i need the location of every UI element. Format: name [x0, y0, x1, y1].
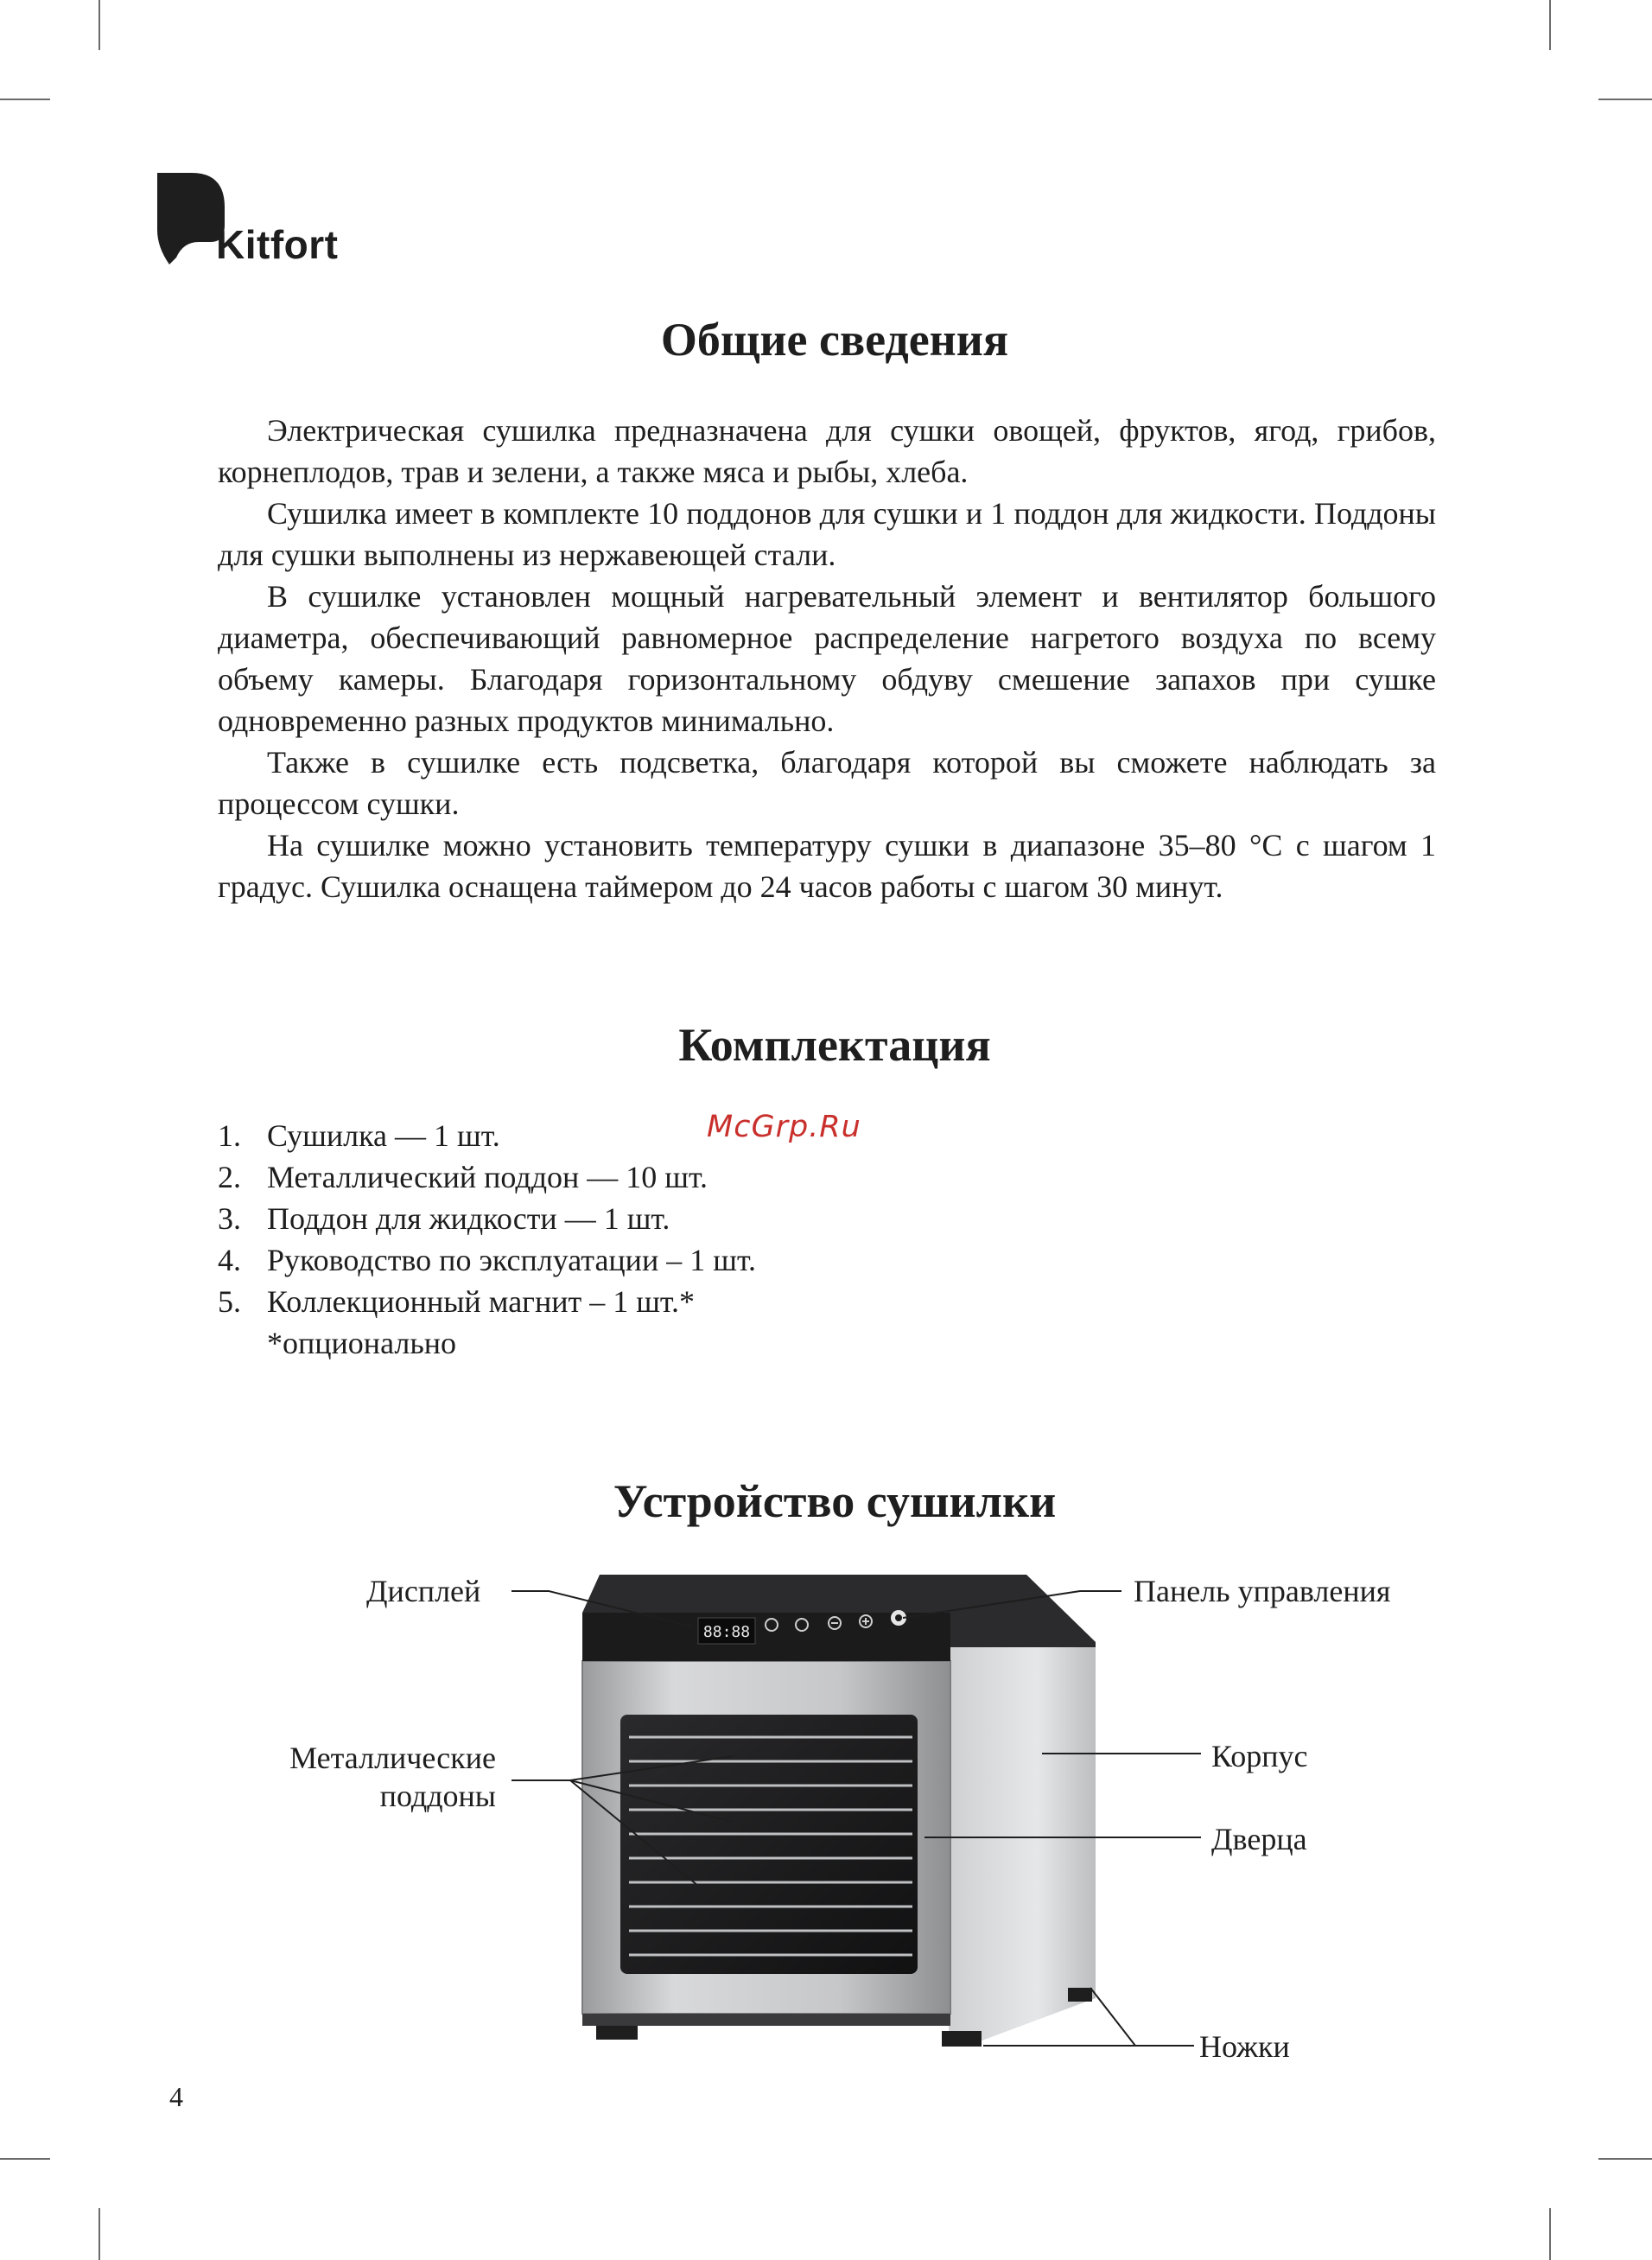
callout-body: Корпус	[1211, 1739, 1308, 1773]
dryer-base	[582, 2014, 950, 2026]
callout-control-panel: Панель управления	[1134, 1574, 1391, 1608]
list-item: 1. Сушилка — 1 шт.	[218, 1118, 500, 1153]
watermark[interactable]: McGrp.Ru	[707, 1110, 861, 1144]
list-item: 5. Коллекционный магнит – 1 шт.*	[218, 1284, 695, 1319]
leader-line	[1090, 1988, 1194, 2046]
paragraph: Электрическая сушилка предназначена для сушки овощей, фруктов, ягод, грибов, корнеплодов, трав и зелени, а также мяса и рыбы, хлеба.	[218, 413, 1436, 489]
list-item: 3. Поддон для жидкости — 1 шт.	[218, 1201, 670, 1236]
page-number: 4	[169, 2081, 183, 2112]
paragraph: Также в сушилке есть подсветка, благодаря которой вы сможете наблюдать за процессом сушки.	[218, 745, 1436, 821]
foot-icon	[942, 2031, 982, 2047]
foot-icon	[596, 2026, 638, 2040]
paragraph: На сушилке можно установить температуру сушки в диапазоне 35–80 °С с шагом 1 градус. Сушилка оснащена таймером до 24 часов работы с шагом 30 минут.	[218, 828, 1436, 904]
brand-name: Kitfort	[216, 222, 339, 267]
door-window	[620, 1715, 918, 1974]
section-title-device: Устройство сушилки	[613, 1475, 1057, 1527]
foot-icon	[1068, 1988, 1092, 2002]
optional-note: *опционально	[267, 1326, 457, 1360]
callout-display: Дисплей	[366, 1574, 481, 1608]
section-title-contents: Комплектация	[678, 1019, 991, 1071]
list-item: 2. Металлический поддон — 10 шт.	[218, 1160, 708, 1194]
display-readout: 88:88	[702, 1623, 751, 1641]
section-title-general: Общие сведения	[660, 314, 1009, 366]
paragraph: Сушилка имеет в комплекте 10 поддонов для сушки и 1 поддон для жидкости. Поддоны для сушки выполнены из нержавеющей стали.	[218, 496, 1436, 572]
paragraph: В сушилке установлен мощный нагревательный элемент и вентилятор большого диаметра, обеспечивающий равномерное распределение нагретого воздуха по всему объему камеры. Благодаря горизонтальному обдуву смешение запахов при сушке одновременно разных продуктов минимально.	[218, 579, 1436, 738]
callout-trays: Металлические поддоны	[289, 1741, 496, 1813]
list-item: 4. Руководство по эксплуатации – 1 шт.	[218, 1243, 756, 1277]
callout-door: Дверца	[1211, 1822, 1307, 1856]
callout-feet: Ножки	[1199, 2029, 1290, 2064]
